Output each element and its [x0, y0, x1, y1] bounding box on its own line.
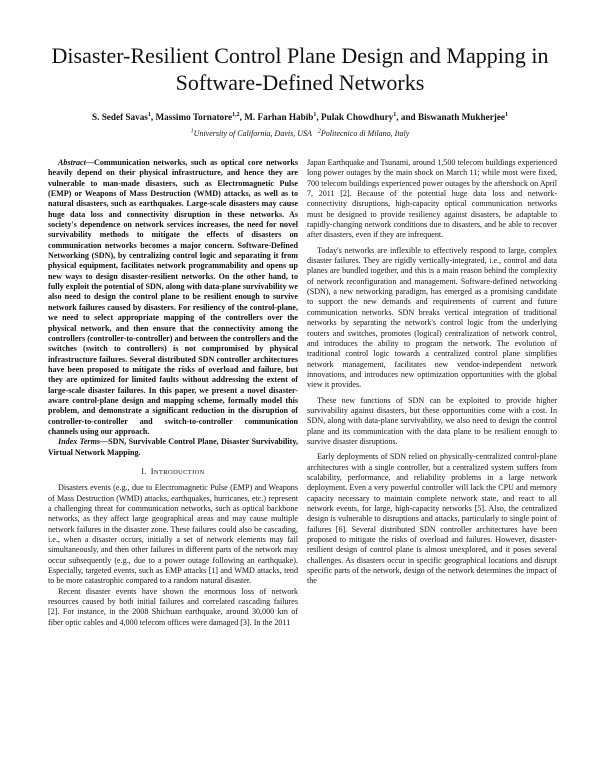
affiliation-text: Politecnico di Milano, Italy — [320, 129, 410, 138]
left-column — [48, 158, 298, 628]
index-terms-text: SDN, Survivable Control Plane, Disaster Survivability, Virtual Network Mapping. — [48, 437, 298, 457]
index-terms-label: Index Terms — [58, 437, 101, 447]
paragraph: Today's networks are inflexible to effectively respond to large, complex disaster failures. They are rigidly vertically-integrated, i.e., control and data planes are bundled together, and this is a main reason behind the complexity of network reconfiguration and management. Software-defined networking (SDN), a new networking paradigm, has emerged as a promising candidate to support the new demands and requirements of current and future communication networks. SDN breaks vertical integration of traditional networks by separating the network's control logic from the underlying routers and switches, promotes (logical) centralization of network control, and introduces the ability to program the network. The evolution of traditional control logic towards a centralized control plane simplifies network management, facilitates new vendor-independent network innovations, and introduces new optimization opportunities with the global view it provides. — [307, 245, 557, 390]
author-separator: , — [150, 112, 156, 122]
index-terms-dash: — — [100, 437, 109, 447]
author-name: Massimo Tornatore — [155, 112, 233, 122]
author-list — [30, 111, 570, 123]
affiliation-text: University of California, Davis, USA — [193, 129, 312, 138]
abstract-text: Communication networks, such as optical core networks heavily depend on their physical infrastructure, and hence they are vulnerable to man-made disasters, such as Electromagnetic Pulse (EMP) or Weapons of Mass Destruction (WMD) attacks, as well as to natural disasters, such as earthquakes. Large-scale disasters may cause huge data loss and connectivity disruption in these networks. As society's dependence on network services increases, the need for novel survivability methods to mitigate the effects of disasters on communication networks becomes a major concern. Software-Defined Networking (SDN), by centralizing control logic and separating it from physical equipment, facilitates network programmability and opens up new ways to design disaster-resilient networks. On the other hand, to fully exploit the potential of SDN, along with data-plane survivability we also need to design the control plane to be resilient enough to survive network failures caused by disasters. For resiliency of the control-plane, we need to select appropriate mapping of the controllers over the physical network, and then ensure that the connectivity among the controllers (controller-to-controller) and between the controllers and the switches (switch to controllers) is not compromised by physical infrastructure failures. Several distributed SDN controller architectures have been proposed to mitigate the risks of overload and failure, but they are optimized for limited faults without addressing the extent of large-scale disaster failures. In this paper, we present a novel disaster-aware control-plane design and mapping scheme, formally model this problem, and demonstrate a significant reduction in the disruption of controller-to-controller and switch-to-controller communication channels using our approach. — [48, 158, 298, 436]
paragraph: Japan Earthquake and Tsunami, around 1,500 telecom buildings experienced long power outages by the main shock on March 11; while most were fixed, 700 telecom buildings experienced power outages by the aftershock on April 7, 2011 [2]. Because of the potential huge data loss and network-connectivity disruptions, high-capacity optical communication networks must be designed to provide resiliency against disasters, be adaptable to rapidly-changing network conditions due to disasters, and be able to recover after disasters, even if they are infrequent. — [307, 158, 557, 240]
author-separator: , — [239, 112, 245, 122]
section-title-rest: NTRODUCTION — [153, 468, 205, 476]
author-affiliation-mark: 1 — [313, 111, 317, 118]
author-name: Biswanath Mukherjee — [417, 112, 505, 122]
abstract-dash: — — [85, 158, 94, 167]
author-name: M. Farhan Habib — [244, 112, 314, 122]
affiliation-mark: 1 — [190, 128, 194, 135]
paper-title: Disaster-Resilient Control Plane Design and Mapping in Software-Defined Networks — [51, 43, 549, 95]
author-affiliation-mark: 1 — [393, 111, 397, 118]
abstract-label: Abstract — [58, 158, 86, 167]
paragraph: Recent disaster events have shown the enormous loss of network resources caused by both initial failures and correlated cascading failures [2]. For instance, in the 2008 Shichuan earthquake, around 30,000 km of fiber optic cables and 4,000 telecom offices were damaged [3]. In the 2011 — [48, 586, 298, 627]
index-terms — [48, 437, 298, 458]
author-name: Pulak Chowdhury — [321, 112, 394, 122]
affiliations — [30, 128, 570, 139]
paragraph: Disasters events (e.g., due to Electromagnetic Pulse (EMP) and Weapons of Mass Destruction (WMD) attacks, earthquakes, hurricanes, etc.) represent a challenging threat for communication networks, such as optical backbone networks, as they affect large geographical areas and may cause multiple network failures in the disaster zone. These failures could also be cascading, i.e., when a disaster occurs, initially a set of network elements may fail simultaneously, and then other failures in different parts of the network may occur subsequently (e.g., due to a power outage following an earthquake). Especially, targeted events, such as EMP attacks [1] and WMD attacks, tend to be more catastrophic compared to a random natural disaster. — [48, 483, 298, 586]
author-separator: , and — [396, 112, 418, 122]
section-title-initial: I — [150, 466, 154, 476]
abstract — [48, 158, 298, 437]
affiliation-mark: 2 — [317, 128, 321, 135]
author-affiliation-mark: 1 — [147, 111, 151, 118]
section-number: I. — [141, 466, 147, 476]
author-name: S. Sedef Savas — [91, 112, 148, 122]
author-affiliation-mark: 1,2 — [232, 111, 240, 118]
section-heading-introduction — [48, 467, 298, 478]
paragraph: Early deployments of SDN relied on physically-centralized control-plane architectures with a single controller, but a centralized system suffers from scalability, performance, and reliability problems in a large network deployment. Even a very powerful controller will lack the CPU and memory capacity necessary to maintain complete network state, and react to all network events, for large, high-capacity networks [5]. Also, the centralized design is vulnerable to disruptions and attacks, particularly to single point of failures [6]. Several distributed SDN controller architectures have been proposed to mitigate the risks of overload and failures. However, disaster-resilient design of control plane is almost unexplored, and it poses several challenges. As disasters occur in specific geographical locations and disrupt specific parts of the network, design of the network determines the impact of the — [307, 452, 557, 586]
paragraph: These new functions of SDN can be exploited to provide higher survivability against disasters, but these opportunities come with a cost. In SDN, along with data-plane survivability, we also need to design the control plane and its communication with the data plane to be resilient enough to survive disaster disruptions. — [307, 395, 557, 446]
author-affiliation-mark: 1 — [505, 111, 508, 118]
author-separator: , — [316, 112, 321, 122]
right-column — [307, 158, 557, 587]
